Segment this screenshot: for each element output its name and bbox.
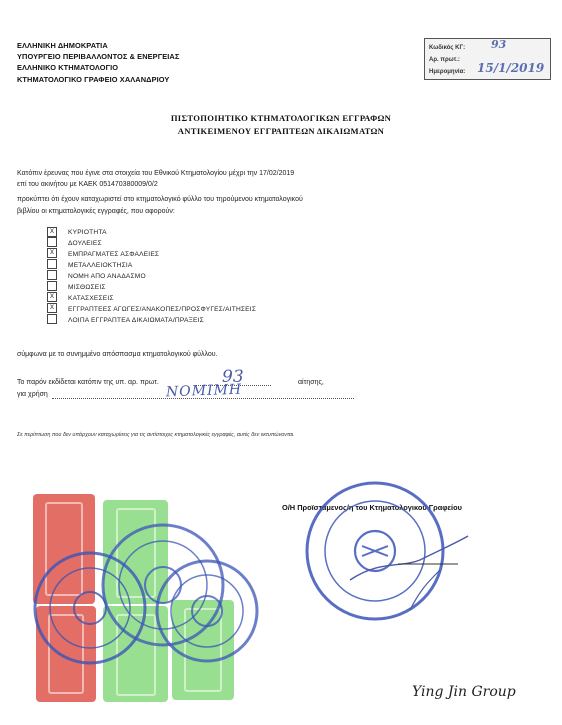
protocol-label: Αρ. πρωτ.: (429, 57, 460, 63)
checkbox-label: ΚΥΡΙΟΤΗΤΑ (68, 229, 107, 236)
checkbox: X (47, 227, 57, 237)
intro-line: επί του ακινήτου με ΚΑΕΚ 051470380009/0/2 (17, 181, 158, 189)
header-line: ΚΤΗΜΑΤΟΛΟΓΙΚΟ ΓΡΑΦΕΙΟ ΧΑΛΑΝΔΡΙΟΥ (17, 74, 170, 84)
intro-line: Κατόπιν έρευνας που έγινε στα στοιχεία του Εθνικού Κτηματολογίου μέχρι την 17/02/2019 (17, 170, 295, 177)
checkbox: X (47, 292, 57, 302)
extract-note: σύμφωνα με το συνημμένο απόσπασμα κτηματολογικού φύλλου. (17, 351, 218, 358)
issued-suffix: αίτησης, (298, 379, 324, 386)
intro-paragraph (17, 168, 417, 217)
code-row (425, 39, 550, 51)
checkbox (47, 259, 57, 269)
issuer-header (17, 40, 179, 85)
intro-line: προκύπτει ότι έχουν καταχωριστεί στο κτηματολογικό φύλλο του τηρούμενου κτηματολογικού (17, 196, 303, 204)
checkbox-label: ΔΟΥΛΕΙΕΣ (68, 240, 102, 247)
checkbox: X (47, 303, 57, 313)
checkbox-label: ΜΕΤΑΛΛΕΙΟΚΤΗΣΙΑ (68, 262, 133, 269)
header-line: ΕΛΛΗΝΙΚΟ ΚΤΗΜΑΤΟΛΟΓΙΟ (17, 63, 119, 73)
checkbox (47, 270, 57, 280)
signature (340, 520, 480, 620)
checkbox-label: ΚΑΤΑΣΧΕΣΕΙΣ (68, 295, 114, 302)
checkbox-label: ΜΙΣΘΩΣΕΙΣ (68, 284, 106, 291)
intro-line: βιβλίου οι κτηματολογικές εγγραφές, που αφορούν: (17, 207, 175, 215)
signature-title: Ο/Η Προϊστάμενος/η του Κτηματολογικού Γραφείου (282, 503, 462, 512)
issued-prefix: Το παρόν εκδίδεται κατόπιν της υπ. αρ. πρωτ. (17, 379, 159, 386)
checkbox (47, 314, 57, 324)
checkbox (47, 281, 57, 291)
code-value: 93 (491, 38, 507, 51)
checkbox-label: ΕΜΠΡΑΓΜΑΤΕΣ ΑΣΦΑΛΕΙΕΣ (68, 251, 160, 258)
checkbox-label: ΕΓΓΡΑΠΤΕΕΣ ΑΓΩΓΕΣ/ΑΝΑΚΟΠΕΣ/ΠΡΟΣΦΥΓΕΣ/ΑΙΤΗΣΕΙΣ (68, 306, 257, 313)
checkbox-label: ΝΟΜΗ ΑΠΟ ΑΝΑΔΑΣΜΟ (68, 273, 146, 280)
registry-info-box (424, 38, 551, 80)
footnote: Σε περίπτωση που δεν υπάρχουν καταχωρίσεις για τις αντίστοιχες κτηματολογικές εγγραφές, αυτές δεν εκτυπώνονται. (17, 432, 295, 438)
issued-number: 93 (222, 367, 244, 387)
document-title-line2: ΑΝΤΙΚΕΙΜΕΝΟΥ ΕΓΓΡΑΠΤΕΩΝ ΔΙΚΑΙΩΜΑΤΩΝ (177, 126, 385, 136)
checkbox (47, 237, 57, 247)
checkbox-label: ΛΟΙΠΑ ΕΓΓΡΑΠΤΕΑ ΔΙΚΑΙΩΜΑΤΑ/ΠΡΑΞΕΙΣ (68, 317, 204, 324)
code-label: Κωδικός ΚΓ: (429, 45, 466, 51)
header-line: ΕΛΛΗΝΙΚΗ ΔΗΜΟΚΡΑΤΙΑ (17, 41, 108, 50)
checkbox: X (47, 248, 57, 258)
use-prefix: για χρήση (17, 391, 48, 398)
date-value: 15/1/2019 (477, 61, 545, 75)
use-value: ΝΟΜΙΜΗ (165, 381, 243, 401)
document-title-line1: ΠΙΣΤΟΠΟΙΗΤΙΚΟ ΚΤΗΜΑΤΟΛΟΓΙΚΩΝ ΕΓΓΡΑΦΩΝ (170, 113, 392, 123)
date-label: Ημερομηνία: (429, 69, 466, 75)
date-row (425, 63, 550, 75)
blue-round-seal (152, 556, 262, 666)
header-line: ΥΠΟΥΡΓΕΙΟ ΠΕΡΙΒΑΛΛΟΝΤΟΣ & ΕΝΕΡΓΕΙΑΣ (17, 52, 180, 62)
watermark: Ying Jin Group (412, 684, 516, 700)
